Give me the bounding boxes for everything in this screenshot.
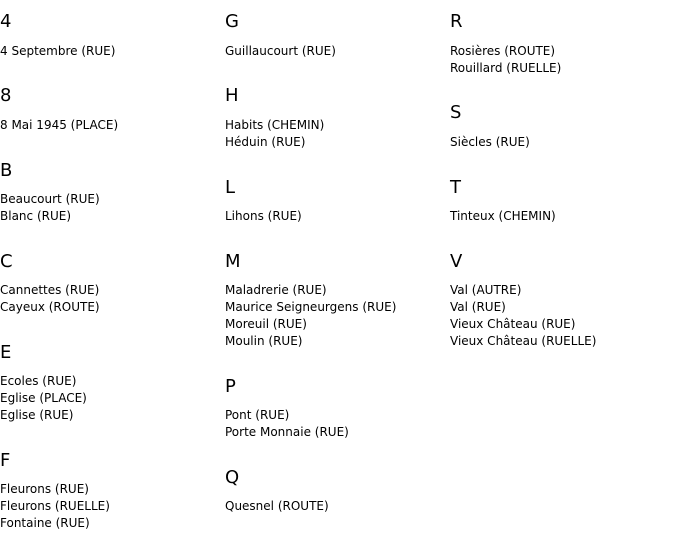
street-entry[interactable]: 8 Mai 1945 (PLACE) xyxy=(0,118,119,132)
street-entry[interactable]: Cannettes (RUE) xyxy=(0,283,100,297)
street-list xyxy=(450,43,561,77)
street-entry[interactable]: Vieux Château (RUELLE) xyxy=(450,334,597,348)
street-list xyxy=(450,208,556,225)
street-entry[interactable]: Moreuil (RUE) xyxy=(225,317,307,331)
group-letter: 8 xyxy=(0,85,12,106)
street-entry[interactable]: Maurice Seigneurgens (RUE) xyxy=(225,300,397,314)
street-entry[interactable]: Maladrerie (RUE) xyxy=(225,283,327,297)
street-entry[interactable]: Rouillard (RUELLE) xyxy=(450,61,562,75)
street-list xyxy=(0,481,110,532)
street-entry[interactable]: Fleurons (RUE) xyxy=(0,482,89,496)
group-letter: H xyxy=(225,85,239,106)
group-letter: M xyxy=(225,251,241,272)
street-list xyxy=(0,191,100,225)
street-entry[interactable]: Eglise (PLACE) xyxy=(0,391,87,405)
street-entry[interactable]: Blanc (RUE) xyxy=(0,209,72,223)
group-letter: E xyxy=(0,342,12,363)
street-list xyxy=(225,407,349,441)
group-letter: G xyxy=(225,11,239,32)
street-list xyxy=(0,117,118,134)
group-letter: V xyxy=(450,251,463,272)
street-entry[interactable]: Val (RUE) xyxy=(450,300,506,314)
street-entry[interactable]: Siècles (RUE) xyxy=(450,135,530,149)
street-list xyxy=(225,498,329,515)
street-entry[interactable]: Fleurons (RUELLE) xyxy=(0,499,110,513)
street-entry[interactable]: Beaucourt (RUE) xyxy=(0,192,100,206)
group-letter: C xyxy=(0,251,13,272)
street-entry[interactable]: Porte Monnaie (RUE) xyxy=(225,425,349,439)
street-entry[interactable]: Quesnel (ROUTE) xyxy=(225,499,329,513)
group-letter: Q xyxy=(225,467,240,488)
street-entry[interactable]: Tinteux (CHEMIN) xyxy=(450,209,556,223)
street-list xyxy=(225,282,396,350)
group-letter: L xyxy=(225,177,236,198)
street-entry[interactable]: Vieux Château (RUE) xyxy=(450,317,576,331)
group-letter: P xyxy=(225,376,236,397)
street-entry[interactable]: Fontaine (RUE) xyxy=(0,516,90,530)
street-entry[interactable]: Guillaucourt (RUE) xyxy=(225,44,336,58)
street-entry[interactable]: Eglise (RUE) xyxy=(0,408,74,422)
group-letter: S xyxy=(450,102,462,123)
group-letter: 4 xyxy=(0,11,12,32)
group-letter: B xyxy=(0,160,13,181)
group-letter: R xyxy=(450,11,463,32)
group-letter: T xyxy=(450,177,461,198)
street-entry[interactable]: Cayeux (ROUTE) xyxy=(0,300,100,314)
street-entry[interactable]: Moulin (RUE) xyxy=(225,334,303,348)
street-entry[interactable]: Héduin (RUE) xyxy=(225,135,306,149)
street-entry[interactable]: 4 Septembre (RUE) xyxy=(0,44,116,58)
street-entry[interactable]: Val (AUTRE) xyxy=(450,283,522,297)
street-list xyxy=(0,282,100,316)
street-list xyxy=(450,134,530,151)
street-entry[interactable]: Rosières (ROUTE) xyxy=(450,44,556,58)
street-list xyxy=(0,43,115,60)
street-entry[interactable]: Ecoles (RUE) xyxy=(0,374,77,388)
street-list xyxy=(225,208,302,225)
street-list xyxy=(450,282,596,350)
street-entry[interactable]: Lihons (RUE) xyxy=(225,209,302,223)
street-list xyxy=(0,373,87,424)
group-letter: F xyxy=(0,450,11,471)
street-list xyxy=(225,43,336,60)
street-entry[interactable]: Habits (CHEMIN) xyxy=(225,118,325,132)
street-list xyxy=(225,117,324,151)
street-entry[interactable]: Pont (RUE) xyxy=(225,408,290,422)
